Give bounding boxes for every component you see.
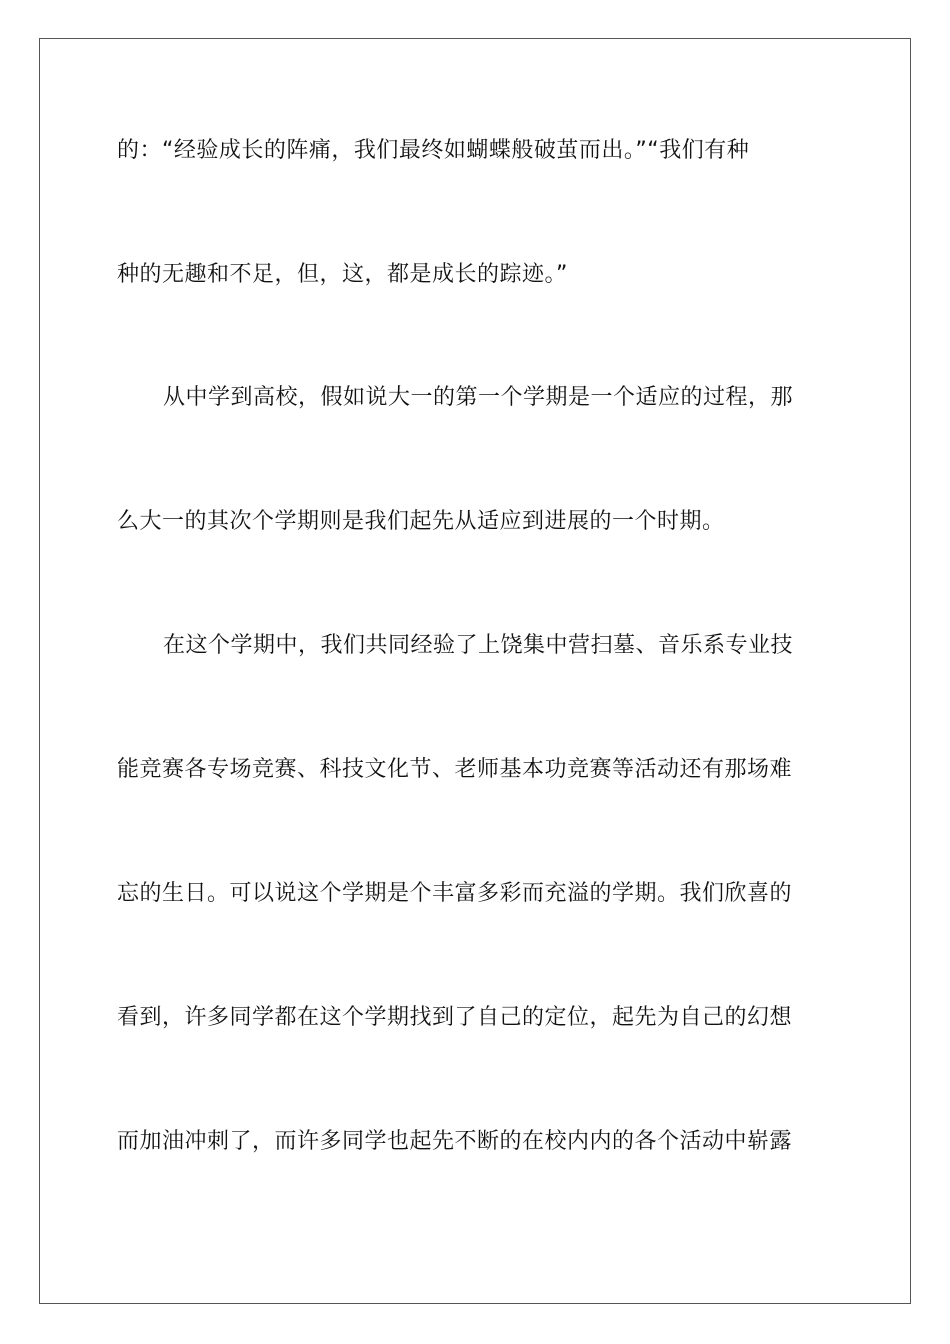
- text-line: 的：“经验成长的阵痛，我们最终如蝴蝶般破茧而出。”“我们有种: [117, 138, 750, 163]
- text-line: 么大一的其次个学期则是我们起先从适应到进展的一个时期。: [117, 509, 725, 534]
- paragraph-start-line: 从中学到高校，假如说大一的第一个学期是一个适应的过程，那: [163, 385, 794, 410]
- text-line: 看到，许多同学都在这个学期找到了自己的定位，起先为自己的幻想: [117, 1005, 793, 1030]
- text-line: 而加油冲刺了，而许多同学也起先不断的在校内内的各个活动中崭露: [117, 1129, 793, 1154]
- paragraph-start-line: 在这个学期中，我们共同经验了上饶集中营扫墓、音乐系专业技: [163, 633, 794, 658]
- text-line: 忘的生日。可以说这个学期是个丰富多彩而充溢的学期。我们欣喜的: [117, 881, 793, 906]
- page-frame: [39, 38, 911, 1304]
- text-line: 能竞赛各专场竞赛、科技文化节、老师基本功竞赛等活动还有那场难: [117, 757, 793, 782]
- text-line: 种的无趣和不足，但，这，都是成长的踪迹。”: [117, 262, 568, 287]
